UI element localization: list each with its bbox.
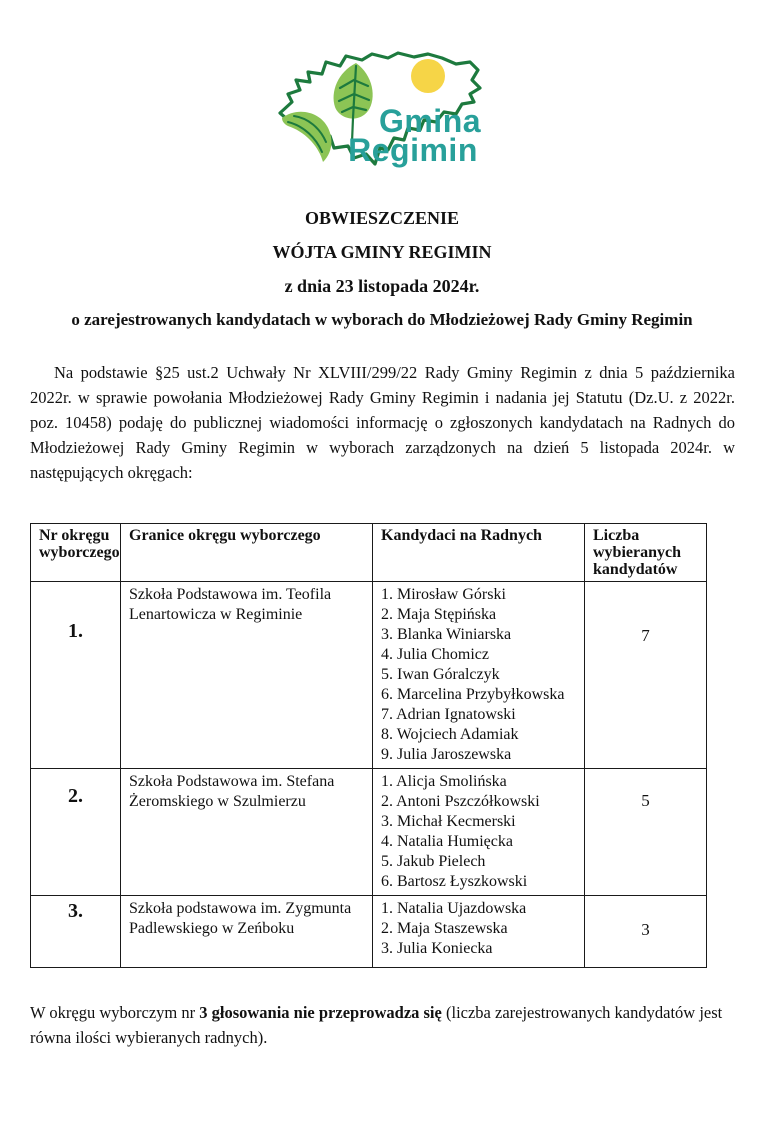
col-header-seats: Liczba wybieranych kandydatów [585, 524, 707, 582]
candidate-item: 8. Wojciech Adamiak [381, 726, 519, 743]
logo-word-regimin: Regimin [348, 132, 478, 168]
announcement-page [0, 50, 764, 1130]
candidates-list [373, 896, 585, 968]
candidate-item: 4. Natalia Humięcka [381, 833, 513, 850]
candidate-item: 1. Natalia Ujazdowska [381, 900, 527, 917]
gmina-regimin-logo [270, 50, 494, 172]
district-number: 1. [31, 582, 121, 769]
seats-count: 3 [585, 896, 707, 968]
footer-note-suffix: (liczba zarejestrowanych kandydatów jest równa ilości wybieranych radnych). [30, 1003, 723, 1047]
candidates-list [373, 582, 585, 769]
candidate-item: 7. Adrian Ignatowski [381, 706, 516, 723]
candidate-item: 9. Julia Jaroszewska [381, 746, 512, 763]
candidate-item: 2. Maja Stępińska [381, 606, 497, 623]
footer-note [30, 1000, 735, 1050]
document-title: OBWIESZCZENIE [304, 208, 460, 228]
district-number: 3. [31, 896, 121, 968]
candidate-item: 3. Michał Kecmerski [381, 813, 516, 830]
district-boundaries: Szkoła podstawowa im. Zygmunta Padlewskiego w Zeńboku [121, 896, 373, 968]
document-headings [0, 208, 764, 330]
table-row [31, 896, 707, 968]
candidate-item: 2. Maja Staszewska [381, 920, 508, 937]
seats-count: 7 [585, 582, 707, 769]
col-header-boundaries: Granice okręgu wyborczego [121, 524, 373, 582]
candidate-item: 1. Mirosław Górski [381, 586, 506, 603]
candidate-item: 3. Blanka Winiarska [381, 626, 512, 643]
intro-paragraph: Na podstawie §25 ust.2 Uchwały Nr XLVIII/299/22 Rady Gminy Regimin z dnia 5 października 2022r. w sprawie powołania Młodzieżowej Rady Gminy Regimin i nadania jej Statutu (Dz.U. z 2022r. poz. 10458) podaję do publicznej wiadomości informację o zgłoszonych kandydatach na Radnych do Młodzieżowej Rady Gminy Regimin w wyborach zarządzonych na dzień 5 listopada 2024r. w następujących okręgach: [30, 363, 735, 482]
footer-note-bold: 3 głosowania nie przeprowadza się [199, 1003, 442, 1022]
document-subject: o zarejestrowanych kandydatach w wyborach do Młodzieżowej Rady Gminy Regimin [71, 310, 693, 329]
table-row [31, 769, 707, 896]
sun-icon [411, 59, 445, 93]
table-header-row [31, 524, 707, 582]
district-boundaries: Szkoła Podstawowa im. Stefana Żeromskiego w Szulmierzu [121, 769, 373, 896]
candidates-list [373, 769, 585, 896]
candidate-item: 5. Iwan Góralczyk [381, 666, 500, 683]
candidate-item: 2. Antoni Pszczółkowski [381, 793, 540, 810]
logo-word-gmina: Gmina [378, 103, 482, 139]
document-subtitle: WÓJTA GMINY REGIMIN [272, 242, 492, 262]
candidates-table [30, 523, 707, 968]
district-number: 2. [31, 769, 121, 896]
logo-graphic [270, 50, 494, 172]
col-header-candidates: Kandydaci na Radnych [373, 524, 585, 582]
candidate-item: 1. Alicja Smolińska [381, 773, 507, 790]
district-boundaries: Szkoła Podstawowa im. Teofila Lenartowicza w Regiminie [121, 582, 373, 769]
candidate-item: 4. Julia Chomicz [381, 646, 489, 663]
document-date: z dnia 23 listopada 2024r. [284, 276, 480, 296]
table-row [31, 582, 707, 769]
candidate-item: 6. Bartosz Łyszkowski [381, 873, 528, 890]
col-header-district-no: Nr okręgu wyborczego [31, 524, 121, 582]
footer-note-prefix: W okręgu wyborczym nr [30, 1003, 200, 1022]
candidate-item: 6. Marcelina Przybyłkowska [381, 686, 565, 703]
candidate-item: 3. Julia Koniecka [381, 940, 493, 957]
seats-count: 5 [585, 769, 707, 896]
candidate-item: 5. Jakub Pielech [381, 853, 486, 870]
